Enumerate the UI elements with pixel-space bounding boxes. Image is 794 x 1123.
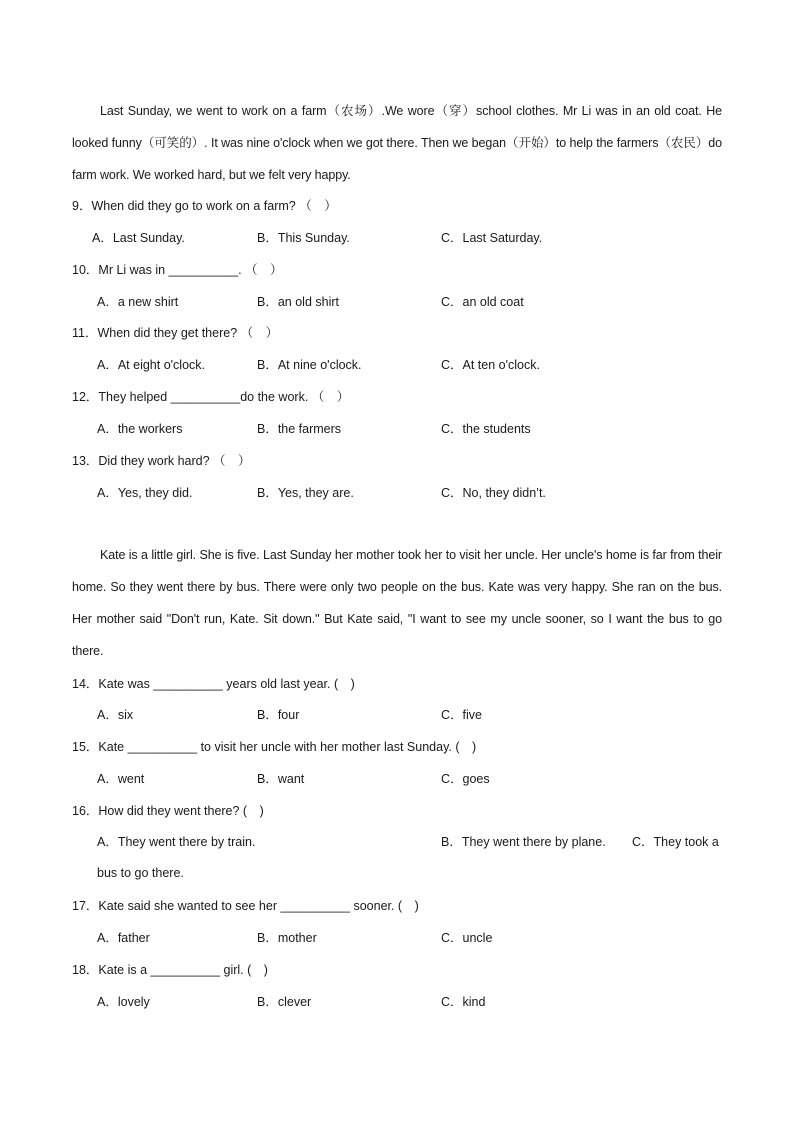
- question-12: 12．They helped __________do the work. （ ）: [72, 390, 350, 404]
- option-a: A．father: [97, 931, 150, 945]
- options-10: [97, 292, 737, 312]
- options-15: [97, 769, 737, 789]
- option-c: C．They took a: [632, 835, 719, 849]
- question-16: 16．How did they went there? ( ): [72, 804, 264, 818]
- options-14: [97, 705, 737, 725]
- option-c: C．an old coat: [441, 295, 524, 309]
- option-a: A．Last Sunday.: [92, 231, 185, 245]
- option-b: B．clever: [257, 995, 312, 1009]
- option-b: B．mother: [257, 931, 317, 945]
- option-a: A．six: [97, 708, 134, 722]
- option-a: A．the workers: [97, 422, 183, 436]
- option-a: A．At eight o'clock.: [97, 358, 205, 372]
- options-12: [97, 419, 737, 439]
- options-18: [97, 992, 737, 1012]
- options-9: [92, 228, 732, 248]
- option-c: C．Last Saturday.: [441, 231, 543, 245]
- option-c-continued: bus to go there.: [97, 866, 184, 880]
- option-b: B．At nine o'clock.: [257, 358, 362, 372]
- question-10: 10．Mr Li was in __________. （ ）: [72, 263, 283, 277]
- question-13: 13．Did they work hard? （ ）: [72, 454, 251, 468]
- option-b: B．four: [257, 708, 300, 722]
- question-17: 17．Kate said she wanted to see her __________ sooner. ( ): [72, 899, 419, 913]
- option-b: B．Yes, they are.: [257, 486, 354, 500]
- option-c: C．At ten o'clock.: [441, 358, 540, 372]
- options-17: [97, 928, 737, 948]
- option-b: B．an old shirt: [257, 295, 339, 309]
- option-c: C．uncle: [441, 931, 493, 945]
- question-14: 14．Kate was __________ years old last year. ( ): [72, 677, 355, 691]
- option-a: A．a new shirt: [97, 295, 179, 309]
- option-b: B．the farmers: [257, 422, 342, 436]
- option-b: B．They went there by plane.: [441, 835, 606, 849]
- reading-passage-2: Kate is a little girl. She is five. Last Sunday her mother took her to visit her uncle. Her uncle's home is far from their home. So they went there by bus. There were only two people on the bus. Kate was very happy. She ran on the bus. Her mother said "Don't run, Kate. Sit down." But Kate said, "I want to see my uncle sooner, so I want the bus to go there.: [72, 548, 722, 658]
- option-c: C．the students: [441, 422, 531, 436]
- option-b: B．This Sunday.: [257, 231, 350, 245]
- option-c: C．No, they didn’t.: [441, 486, 546, 500]
- option-c: C．five: [441, 708, 482, 722]
- option-c: C．kind: [441, 995, 486, 1009]
- reading-passage-1: Last Sunday, we went to work on a farm（农场）.We wore（穿）school clothes. Mr Li was in an old coat. He looked funny（可笑的）. It was nine o'clock when we got there. Then we began（开始）to help the farmers（农民）do farm work. We worked hard, but we felt very happy.: [72, 104, 722, 182]
- question-15: 15．Kate __________ to visit her uncle with her mother last Sunday. ( ): [72, 740, 477, 754]
- option-a: A．They went there by train.: [97, 835, 256, 849]
- option-a: A．went: [97, 772, 145, 786]
- options-13: [97, 483, 737, 503]
- option-a: A．Yes, they did.: [97, 486, 193, 500]
- options-11: [97, 355, 737, 375]
- question-11: 11．When did they get there? （ ）: [72, 326, 279, 340]
- options-16: [97, 827, 727, 889]
- option-b: B．want: [257, 772, 305, 786]
- question-9: 9．When did they go to work on a farm? （ ）: [72, 199, 337, 213]
- option-c: C．goes: [441, 772, 490, 786]
- option-a: A．lovely: [97, 995, 150, 1009]
- question-18: 18．Kate is a __________ girl. ( ): [72, 963, 268, 977]
